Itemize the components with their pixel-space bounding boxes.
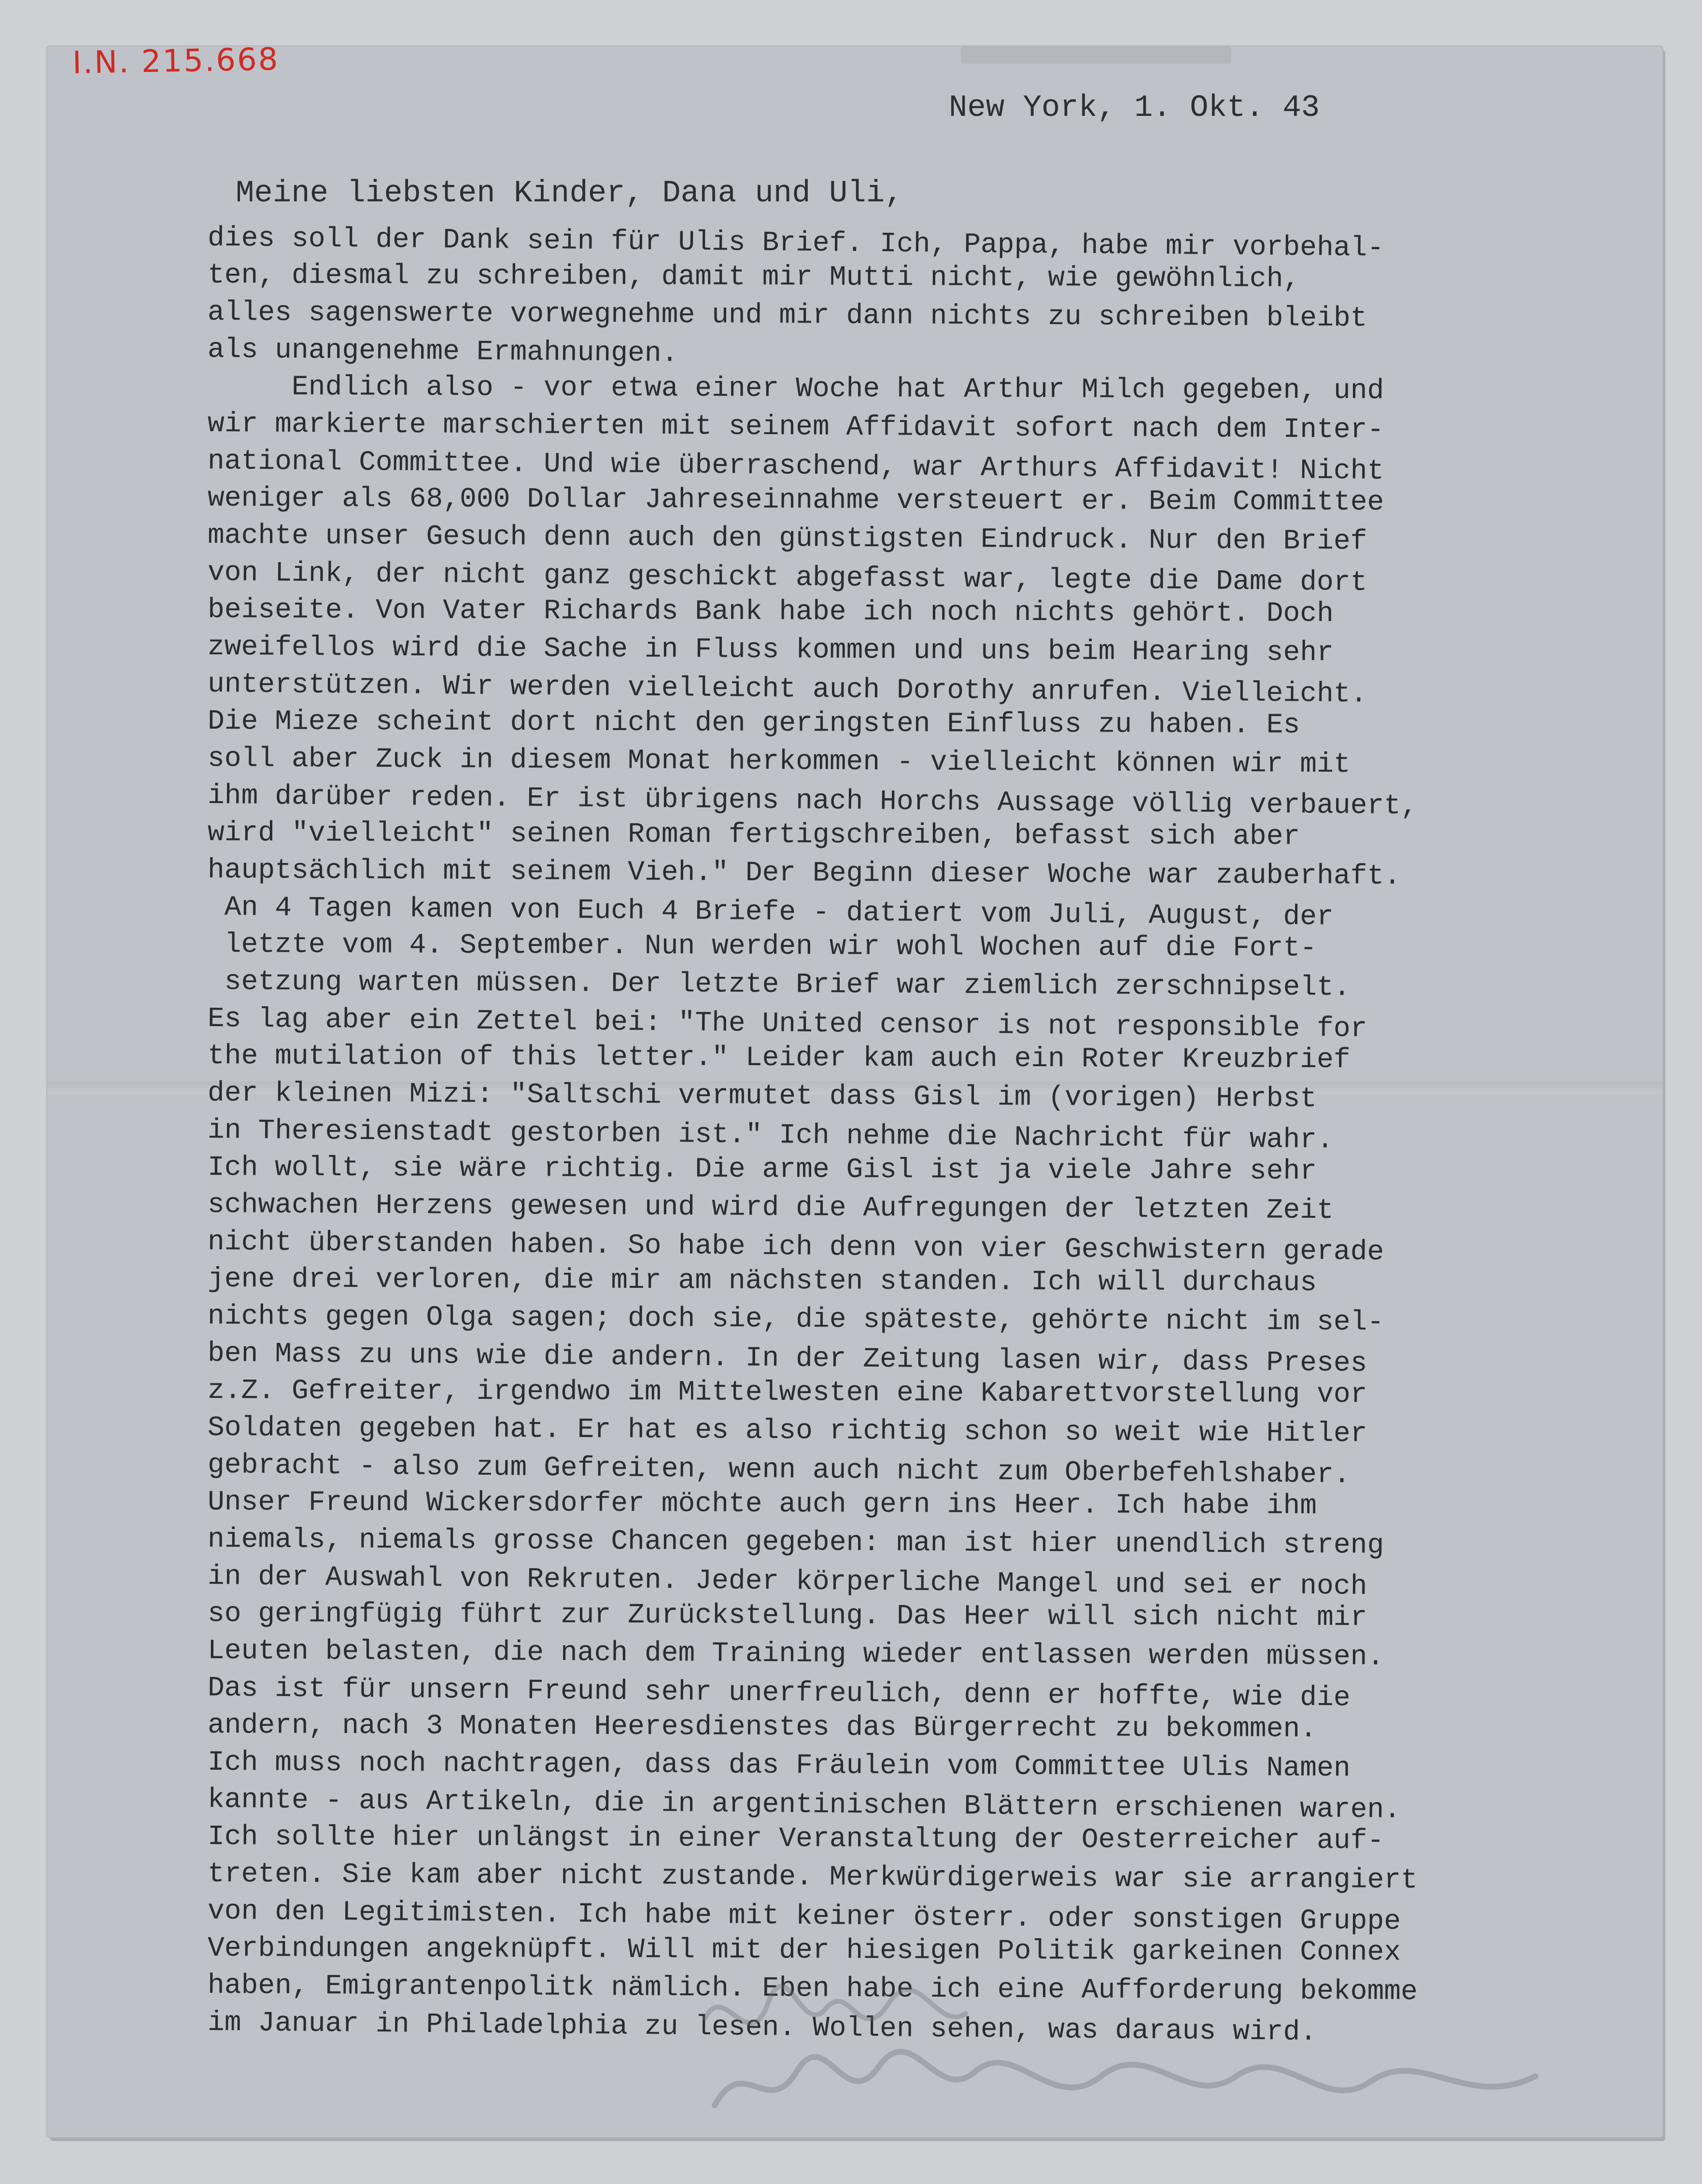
letter-line: Es lag aber ein Zettel bei: "The United censor is not responsible for [207, 1003, 1367, 1045]
letter-line: ben Mass zu uns wie die andern. In der Zeitung lasen wir, dass Preses [207, 1338, 1367, 1380]
letter-line: in Theresienstadt gestorben ist." Ich nehme die Nachricht für wahr. [207, 1115, 1334, 1156]
letter-line: weniger als 68,000 Dollar Jahreseinnahme versteuert er. Beim Committee [207, 483, 1384, 519]
letter-line: so geringfügig führt zur Zurückstellung. Das Heer will sich nicht mir [207, 1598, 1367, 1634]
letter-line: ten, diesmal zu schreiben, damit mir Mutti nicht, wie gewöhnlich, [207, 260, 1300, 295]
letter-line: haben, Emigrantenpolitk nämlich. Eben habe ich eine Aufforderung bekomme [207, 1970, 1418, 2008]
letter-body [207, 220, 1418, 2049]
letter-line: Verbindungen angeknüpft. Will mit der hiesigen Politik garkeinen Connex [207, 1933, 1401, 1969]
letter-line: treten. Sie kam aber nicht zustande. Merkwürdigerweis war sie arrangiert [207, 1859, 1418, 1897]
letter-line: Leuten belasten, die nach dem Training wieder entlassen werden müssen. [207, 1635, 1384, 1673]
letter-line: kannte - aus Artikeln, die in argentinischen Blättern erschienen waren. [207, 1784, 1401, 1826]
letter-line: wir markierte marschierten mit seinem Affidavit sofort nach dem Inter- [207, 409, 1384, 446]
letter-line: Ich sollte hier unlängst in einer Veranstaltung der Oesterreicher auf- [207, 1821, 1384, 1857]
letter-line: Ich muss noch nachtragen, dass das Fräulein vom Committee Ulis Namen [207, 1747, 1350, 1785]
letter-line: niemals, niemals grosse Chancen gegeben: man ist hier unendlich streng [207, 1524, 1384, 1562]
letter-line: z.Z. Gefreiter, irgendwo im Mittelwesten eine Kabarettvorstellung vor [207, 1375, 1367, 1411]
letter-line: gebracht - also zum Gefreiten, wenn auch nicht zum Oberbefehlshaber. [207, 1450, 1350, 1491]
letter-line: ihm darüber reden. Er ist übrigens nach Horchs Aussage völlig verbauert, [207, 780, 1418, 822]
letter-line: nichts gegen Olga sagen; doch sie, die späteste, gehörte nicht im sel- [207, 1301, 1384, 1339]
handwritten-signature [686, 1960, 1603, 2134]
letter-line: im Januar in Philadelphia zu lesen. Wollen sehen, was daraus wird. [207, 2007, 1317, 2049]
letter-line: jene drei verloren, die mir am nächsten standen. Ich will durchaus [207, 1264, 1317, 1299]
letter-line: alles sagenswerte vorwegnehme und mir dann nichts zu schreiben bleibt [207, 297, 1367, 335]
letter-line: hauptsächlich mit seinem Vieh." Der Beginn dieser Woche war zauberhaft. [207, 855, 1401, 892]
letter-line: Die Mieze scheint dort nicht den geringsten Einfluss zu haben. Es [207, 706, 1300, 741]
letter-line: von Link, der nicht ganz geschickt abgefasst war, legte die Dame dort [207, 557, 1367, 599]
letter-line: Endlich also - vor etwa einer Woche hat Arthur Milch gegeben, und [207, 371, 1384, 407]
letter-line: als unangenehme Ermahnungen. [207, 334, 678, 370]
paper-tab [961, 46, 1231, 64]
letter-line: zweifellos wird die Sache in Fluss kommen und uns beim Hearing sehr [207, 632, 1334, 669]
letter-line: the mutilation of this letter." Leider kam auch ein Roter Kreuzbrief [207, 1041, 1350, 1076]
letter-line: setzung warten müssen. Der letzte Brief war ziemlich zerschnipselt. [207, 966, 1350, 1004]
letter-line: von den Legitimisten. Ich habe mit keiner österr. oder sonstigen Gruppe [207, 1896, 1401, 1938]
letter-line: wird "vielleicht" seinen Roman fertigschreiben, befasst sich aber [207, 817, 1300, 853]
letter-line: Das ist für unsern Freund sehr unerfreulich, denn er hoffte, wie die [207, 1673, 1350, 1714]
letter-line: letzte vom 4. September. Nun werden wir wohl Wochen auf die Fort- [207, 929, 1317, 965]
letter-line: beiseite. Von Vater Richards Bank habe ich noch nichts gehört. Doch [207, 594, 1334, 630]
letter-line: Ich wollt, sie wäre richtig. Die arme Gisl ist ja viele Jahre sehr [207, 1152, 1317, 1188]
letter-line: Soldaten gegeben hat. Er hat es also richtig schon so weit wie Hitler [207, 1412, 1367, 1450]
letter-line: soll aber Zuck in diesem Monat herkommen - vielleicht können wir mit [207, 743, 1350, 781]
letter-dateline: New York, 1. Okt. 43 [949, 91, 1320, 126]
letter-line: national Committee. Und wie überraschend, war Arthurs Affidavit! Nicht [207, 446, 1384, 488]
letter-line: unterstützen. Wir werden vielleicht auch Dorothy anrufen. Vielleicht. [207, 669, 1367, 710]
letter-line: andern, nach 3 Monaten Heeresdienstes das Bürgerrecht zu bekommen. [207, 1710, 1317, 1746]
inventory-number: I.N. 215.668 [72, 42, 280, 81]
letter-line: schwachen Herzens gewesen und wird die Aufregungen der letzten Zeit [207, 1189, 1334, 1227]
letter-line: der kleinen Mizi: "Saltschi vermutet dass Gisl im (vorigen) Herbst [207, 1078, 1317, 1115]
letter-line: nicht überstanden haben. So habe ich denn von vier Geschwistern gerade [207, 1226, 1384, 1268]
letter-salutation: Meine liebsten Kinder, Dana und Uli, [236, 176, 903, 211]
letter-line: machte unser Gesuch denn auch den günstigsten Eindruck. Nur den Brief [207, 520, 1367, 558]
letter-line: in der Auswahl von Rekruten. Jeder körperliche Mangel und sei er noch [207, 1561, 1367, 1603]
letter-line: dies soll der Dank sein für Ulis Brief. Ich, Pappa, habe mir vorbehal- [207, 223, 1384, 265]
letter-line: An 4 Tagen kamen von Euch 4 Briefe - datiert vom Juli, August, der [207, 892, 1334, 933]
letter-line: Unser Freund Wickersdorfer möchte auch gern ins Heer. Ich habe ihm [207, 1487, 1317, 1522]
